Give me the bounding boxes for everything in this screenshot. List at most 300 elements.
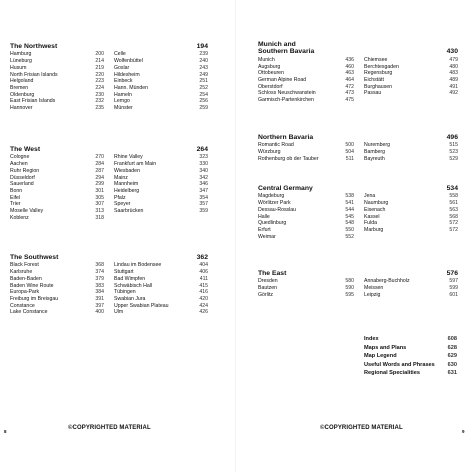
section-title: Central Germany bbox=[258, 185, 313, 192]
toc-entry-page: 230 bbox=[95, 91, 104, 98]
toc-entry bbox=[10, 215, 104, 222]
toc-entry-page: 323 bbox=[199, 154, 208, 161]
section-title: The West bbox=[10, 146, 41, 153]
toc-entry-name: Hildesheim bbox=[114, 71, 140, 78]
toc-entry bbox=[258, 207, 354, 214]
toc-entry bbox=[364, 361, 457, 370]
section-title: Munich and Southern Bavaria bbox=[258, 41, 315, 56]
toc-entry-page: 483 bbox=[449, 70, 458, 77]
section-page-number: 496 bbox=[446, 134, 458, 141]
toc-entry-page: 346 bbox=[199, 181, 208, 188]
toc-entry bbox=[114, 276, 208, 283]
toc-entry-name: Würzburg bbox=[258, 149, 281, 156]
toc-entry bbox=[258, 149, 354, 156]
toc-entry bbox=[10, 195, 104, 202]
toc-entry-name: Cologne bbox=[10, 154, 30, 161]
toc-entry bbox=[364, 292, 458, 299]
section-heading bbox=[258, 185, 458, 192]
toc-entry bbox=[10, 78, 104, 85]
toc-entry-name: Tübingen bbox=[114, 289, 136, 296]
toc-entry bbox=[258, 292, 354, 299]
toc-entry bbox=[10, 181, 104, 188]
toc-entry-page: 318 bbox=[95, 214, 104, 221]
toc-entry-name: Munich bbox=[258, 56, 275, 63]
toc-entry-page: 270 bbox=[95, 154, 104, 161]
toc-entry bbox=[364, 335, 457, 344]
section-heading bbox=[258, 134, 458, 141]
toc-entry-page: 595 bbox=[345, 291, 354, 298]
toc-entry bbox=[10, 262, 104, 269]
toc-entry bbox=[364, 156, 458, 163]
toc-entry-name: Wiesbaden bbox=[114, 167, 140, 174]
toc-entry-page: 240 bbox=[199, 58, 208, 65]
toc-entry-page: 504 bbox=[345, 149, 354, 156]
toc-entry-page: 550 bbox=[345, 226, 354, 233]
toc-entry-name: Stuttgart bbox=[114, 269, 134, 276]
toc-entry-page: 342 bbox=[199, 174, 208, 181]
toc-entry bbox=[10, 85, 104, 92]
toc-entry bbox=[10, 276, 104, 283]
toc-entry bbox=[364, 344, 457, 353]
toc-entry bbox=[10, 58, 104, 65]
toc-entry bbox=[364, 214, 458, 221]
toc-entry-name: Trier bbox=[10, 201, 21, 208]
toc-entry bbox=[10, 105, 104, 112]
toc-entry-page: 307 bbox=[95, 201, 104, 208]
toc-entry bbox=[364, 220, 458, 227]
toc-entry-page: 544 bbox=[345, 206, 354, 213]
toc-entry-page: 259 bbox=[199, 105, 208, 112]
toc-entry-name: Weimar bbox=[258, 233, 276, 240]
toc-column bbox=[364, 278, 458, 298]
toc-entry-name: Einbeck bbox=[114, 78, 133, 85]
toc-entry bbox=[114, 72, 208, 79]
toc-entry-page: 529 bbox=[449, 155, 458, 162]
toc-entry-page: 404 bbox=[199, 262, 208, 269]
toc-entry bbox=[114, 154, 208, 161]
toc-entry-page: 479 bbox=[449, 56, 458, 63]
toc-entry bbox=[10, 98, 104, 105]
section-heading bbox=[258, 270, 458, 277]
toc-entry-page: 548 bbox=[345, 220, 354, 227]
folio-number: 8 bbox=[4, 429, 7, 434]
section-the-southwest bbox=[10, 254, 208, 316]
toc-entry-page: 220 bbox=[95, 71, 104, 78]
toc-entry-page: 214 bbox=[95, 58, 104, 65]
toc-entry bbox=[364, 352, 457, 361]
toc-entry bbox=[258, 142, 354, 149]
toc-entry-name: Koblenz bbox=[10, 214, 29, 221]
section-page-number: 430 bbox=[446, 48, 458, 56]
section-munich-southern-bavaria bbox=[258, 41, 458, 104]
toc-entry-name: Erfurt bbox=[258, 226, 271, 233]
toc-entry-page: 287 bbox=[95, 167, 104, 174]
toc-entry-name: Rothenburg ob der Tauber bbox=[258, 155, 319, 162]
toc-entry-name: Schloss Neuschwanstein bbox=[258, 90, 316, 97]
toc-entry-name: Quedlinburg bbox=[258, 220, 287, 227]
toc-entry bbox=[258, 84, 354, 91]
toc-entry-name: Passau bbox=[364, 90, 382, 97]
toc-entry-name: Kassel bbox=[364, 213, 380, 220]
toc-entry bbox=[114, 105, 208, 112]
toc-entry-page: 219 bbox=[95, 64, 104, 71]
toc-column bbox=[364, 193, 458, 240]
toc-entry bbox=[114, 58, 208, 65]
toc-entry-page: 249 bbox=[199, 71, 208, 78]
toc-column bbox=[10, 262, 104, 316]
copyright-notice: ©COPYRIGHTED MATERIAL bbox=[320, 425, 403, 431]
toc-entry-name: Meissen bbox=[364, 285, 384, 292]
toc-entry-name: Constance bbox=[10, 302, 35, 309]
toc-entry bbox=[258, 57, 354, 64]
toc-entry-name: Hamburg bbox=[10, 51, 32, 58]
toc-entry-page: 563 bbox=[449, 206, 458, 213]
section-the-west bbox=[10, 146, 208, 221]
toc-entry-name: Europa-Park bbox=[10, 289, 40, 296]
toc-entry-page: 254 bbox=[199, 91, 208, 98]
toc-column bbox=[364, 142, 458, 162]
toc-entry-page: 235 bbox=[95, 105, 104, 112]
section-page-number: 576 bbox=[446, 270, 458, 277]
toc-entry-page: 374 bbox=[95, 269, 104, 276]
toc-entry-name: Düsseldorf bbox=[10, 174, 35, 181]
toc-entry bbox=[114, 303, 208, 310]
toc-entry-name: Oberstdorf bbox=[258, 83, 283, 90]
toc-entry bbox=[364, 285, 458, 292]
section-page-number: 194 bbox=[196, 43, 208, 50]
toc-entry-page: 200 bbox=[95, 51, 104, 58]
toc-column bbox=[258, 193, 354, 240]
toc-entry bbox=[10, 188, 104, 195]
toc-entry-name: Black Forest bbox=[10, 262, 39, 269]
toc-entry-page: 256 bbox=[199, 98, 208, 105]
toc-entry bbox=[10, 65, 104, 72]
toc-entry bbox=[10, 309, 104, 316]
back-matter-list bbox=[364, 335, 457, 378]
toc-entry bbox=[114, 201, 208, 208]
toc-entry-page: 384 bbox=[95, 289, 104, 296]
toc-entry-name: Oldenburg bbox=[10, 91, 35, 98]
toc-entry-page: 500 bbox=[345, 142, 354, 149]
toc-entry bbox=[364, 57, 458, 64]
toc-entry-page: 299 bbox=[95, 181, 104, 188]
toc-entry-page: 239 bbox=[199, 51, 208, 58]
toc-entry-page: 552 bbox=[345, 233, 354, 240]
toc-entry-name: Bonn bbox=[10, 187, 23, 194]
toc-entry bbox=[114, 92, 208, 99]
toc-entry bbox=[10, 175, 104, 182]
toc-entry-name: Frankfurt am Main bbox=[114, 161, 157, 168]
toc-entry-name: Pfalz bbox=[114, 194, 126, 201]
toc-entry-name: Mainz bbox=[114, 174, 128, 181]
toc-entry-page: 313 bbox=[95, 208, 104, 215]
toc-entry-name: Bayreuth bbox=[364, 155, 385, 162]
toc-entry-page: 475 bbox=[345, 97, 354, 104]
toc-entry-name: Wolfenbüttel bbox=[114, 58, 143, 65]
toc-entry-page: 590 bbox=[345, 285, 354, 292]
toc-entry-name: Map Legend bbox=[364, 353, 397, 360]
toc-entry bbox=[364, 227, 458, 234]
toc-entry bbox=[10, 303, 104, 310]
toc-entry bbox=[10, 72, 104, 79]
toc-entry-page: 597 bbox=[449, 278, 458, 285]
section-heading bbox=[10, 43, 208, 50]
section-title: The Southwest bbox=[10, 254, 59, 261]
toc-entry bbox=[364, 84, 458, 91]
toc-column bbox=[10, 154, 104, 221]
toc-entry bbox=[364, 278, 458, 285]
toc-entry-name: Eifel bbox=[10, 194, 21, 201]
toc-entry-page: 541 bbox=[345, 200, 354, 207]
toc-entry-name: Upper Swabian Plateau bbox=[114, 302, 169, 309]
toc-entry-page: 284 bbox=[95, 161, 104, 168]
section-title: The East bbox=[258, 270, 287, 277]
toc-entry-page: 601 bbox=[449, 291, 458, 298]
toc-entry-page: 538 bbox=[345, 193, 354, 200]
toc-entry-page: 480 bbox=[449, 63, 458, 70]
section-heading bbox=[10, 254, 208, 261]
toc-entry bbox=[114, 51, 208, 58]
toc-entry bbox=[10, 92, 104, 99]
folio-number: 9 bbox=[462, 429, 465, 434]
toc-entry-page: 426 bbox=[199, 309, 208, 316]
toc-entry-page: 330 bbox=[199, 161, 208, 168]
toc-entry-page: 305 bbox=[95, 194, 104, 201]
toc-entry-name: Freiburg im Breisgau bbox=[10, 295, 59, 302]
toc-entry-name: Hameln bbox=[114, 91, 132, 98]
toc-entry-page: 354 bbox=[199, 194, 208, 201]
toc-entry-page: 406 bbox=[199, 269, 208, 276]
toc-entry-name: Lindau im Bodensee bbox=[114, 262, 162, 269]
toc-entry-page: 572 bbox=[449, 220, 458, 227]
toc-entry bbox=[114, 208, 208, 215]
section-page-number: 362 bbox=[196, 254, 208, 261]
toc-entry bbox=[114, 78, 208, 85]
toc-entry bbox=[114, 175, 208, 182]
copyright-notice: ©COPYRIGHTED MATERIAL bbox=[68, 425, 151, 431]
toc-entry bbox=[114, 269, 208, 276]
section-title: The Northwest bbox=[10, 43, 58, 50]
toc-entry-name: Index bbox=[364, 336, 379, 342]
toc-entry-page: 232 bbox=[95, 98, 104, 105]
toc-entry-page: 416 bbox=[199, 289, 208, 296]
toc-entry-name: East Frisian Islands bbox=[10, 98, 56, 105]
toc-entry bbox=[114, 289, 208, 296]
toc-entry-name: Regensburg bbox=[364, 70, 393, 77]
toc-entry-name: Romantic Road bbox=[258, 142, 294, 149]
toc-entry-name: Nuremberg bbox=[364, 142, 390, 149]
toc-entry bbox=[10, 296, 104, 303]
toc-entry-name: Eichstätt bbox=[364, 76, 384, 83]
toc-entry-page: 294 bbox=[95, 174, 104, 181]
toc-entry bbox=[114, 188, 208, 195]
toc-entry-name: Dessau-Rosslau bbox=[258, 206, 297, 213]
toc-entry-name: Marburg bbox=[364, 226, 384, 233]
toc-column bbox=[114, 51, 208, 111]
toc-entry bbox=[364, 193, 458, 200]
toc-entry bbox=[258, 220, 354, 227]
toc-entry bbox=[258, 156, 354, 163]
toc-entry bbox=[258, 285, 354, 292]
toc-entry-name: Swabian Jura bbox=[114, 295, 146, 302]
toc-entry-page: 357 bbox=[199, 201, 208, 208]
toc-entry bbox=[114, 161, 208, 168]
toc-entry-name: Schwäbisch Hall bbox=[114, 282, 153, 289]
toc-entry-page: 424 bbox=[199, 302, 208, 309]
toc-entry bbox=[114, 85, 208, 92]
toc-entry-name: Lemgo bbox=[114, 98, 130, 105]
toc-entry-name: Dresden bbox=[258, 278, 278, 285]
section-heading bbox=[10, 146, 208, 153]
section-northern-bavaria bbox=[258, 134, 458, 163]
toc-entry bbox=[114, 98, 208, 105]
toc-entry bbox=[364, 90, 458, 97]
toc-entry bbox=[258, 70, 354, 77]
toc-entry bbox=[364, 64, 458, 71]
toc-entry bbox=[364, 369, 457, 378]
toc-entry-page: 252 bbox=[199, 84, 208, 91]
toc-entry bbox=[258, 227, 354, 234]
toc-entry bbox=[10, 208, 104, 215]
toc-entry-page: 511 bbox=[345, 155, 354, 162]
section-page-number: 264 bbox=[196, 146, 208, 153]
section-central-germany bbox=[258, 185, 458, 240]
toc-entry-name: Rhine Valley bbox=[114, 154, 143, 161]
toc-entry bbox=[364, 77, 458, 84]
toc-entry-page: 415 bbox=[199, 282, 208, 289]
toc-entry bbox=[258, 234, 354, 241]
toc-entry-name: Bad Wimpfen bbox=[114, 275, 146, 282]
section-the-east bbox=[258, 270, 458, 299]
toc-entry-page: 340 bbox=[199, 167, 208, 174]
toc-entry bbox=[258, 97, 354, 104]
section-heading bbox=[258, 41, 458, 56]
toc-entry-name: Eisenach bbox=[364, 206, 386, 213]
toc-entry bbox=[114, 168, 208, 175]
toc-entry-page: 464 bbox=[345, 76, 354, 83]
toc-entry-name: Aachen bbox=[10, 161, 28, 168]
toc-entry-name: German Alpine Road bbox=[258, 76, 307, 83]
toc-entry bbox=[114, 283, 208, 290]
toc-entry-page: 631 bbox=[447, 370, 457, 377]
toc-entry-name: Görlitz bbox=[258, 291, 273, 298]
toc-entry-name: Bamberg bbox=[364, 149, 386, 156]
toc-entry-name: Burghausen bbox=[364, 83, 392, 90]
toc-entry-page: 572 bbox=[449, 226, 458, 233]
toc-entry-page: 359 bbox=[199, 208, 208, 215]
toc-entry-page: 463 bbox=[345, 70, 354, 77]
toc-entry-page: 383 bbox=[95, 282, 104, 289]
toc-entry-name: Useful Words and Phrases bbox=[364, 361, 435, 368]
toc-column bbox=[258, 142, 354, 162]
toc-entry-page: 599 bbox=[449, 285, 458, 292]
toc-entry-name: Baden Wine Route bbox=[10, 282, 54, 289]
toc-entry-page: 391 bbox=[95, 295, 104, 302]
toc-entry-page: 436 bbox=[345, 56, 354, 63]
toc-entry-name: Chiemsee bbox=[364, 56, 388, 63]
toc-entry-name: Halle bbox=[258, 213, 270, 220]
toc-entry-page: 628 bbox=[447, 344, 457, 351]
right-page bbox=[236, 0, 472, 472]
toc-entry-name: Ottobeuren bbox=[258, 70, 284, 77]
toc-entry-name: Ulm bbox=[114, 309, 124, 316]
toc-entry-page: 523 bbox=[449, 149, 458, 156]
toc-entry-name: Hannover bbox=[10, 105, 33, 112]
toc-entry bbox=[114, 195, 208, 202]
toc-entry-page: 558 bbox=[449, 193, 458, 200]
toc-entry bbox=[258, 200, 354, 207]
toc-entry-page: 545 bbox=[345, 213, 354, 220]
toc-entry-name: Augsburg bbox=[258, 63, 281, 70]
toc-entry bbox=[114, 296, 208, 303]
toc-entry-name: Sauerland bbox=[10, 181, 34, 188]
toc-entry-name: North Frisian Islands bbox=[10, 71, 58, 78]
toc-column bbox=[364, 57, 458, 104]
toc-entry-name: Magdeburg bbox=[258, 193, 285, 200]
toc-entry bbox=[364, 207, 458, 214]
toc-entry-page: 580 bbox=[345, 278, 354, 285]
toc-entry-name: Helgoland bbox=[10, 78, 34, 85]
toc-entry-name: Bautzen bbox=[258, 285, 278, 292]
toc-entry bbox=[10, 154, 104, 161]
toc-entry-page: 489 bbox=[449, 76, 458, 83]
toc-entry bbox=[258, 193, 354, 200]
toc-entry bbox=[10, 168, 104, 175]
toc-entry-page: 379 bbox=[95, 275, 104, 282]
toc-entry-page: 472 bbox=[345, 83, 354, 90]
toc-entry-page: 630 bbox=[447, 361, 457, 368]
toc-entry-name: Lüneburg bbox=[10, 58, 32, 65]
toc-entry bbox=[258, 64, 354, 71]
toc-column bbox=[258, 278, 354, 298]
section-page-number: 534 bbox=[446, 185, 458, 192]
toc-entry-name: Leipzig bbox=[364, 291, 381, 298]
toc-entry-page: 301 bbox=[95, 187, 104, 194]
toc-entry-name: Heidelberg bbox=[114, 187, 140, 194]
toc-entry-page: 420 bbox=[199, 295, 208, 302]
toc-entry-page: 561 bbox=[449, 200, 458, 207]
toc-entry-name: Lake Constance bbox=[10, 309, 48, 316]
toc-entry bbox=[258, 90, 354, 97]
toc-entry-page: 224 bbox=[95, 84, 104, 91]
toc-entry bbox=[10, 161, 104, 168]
toc-entry bbox=[114, 65, 208, 72]
toc-entry-page: 400 bbox=[95, 309, 104, 316]
toc-entry-page: 515 bbox=[449, 142, 458, 149]
toc-entry bbox=[114, 262, 208, 269]
toc-entry-name: Fulda bbox=[364, 220, 377, 227]
toc-entry bbox=[258, 214, 354, 221]
toc-entry bbox=[258, 77, 354, 84]
toc-entry-name: Saarbrücken bbox=[114, 208, 144, 215]
toc-entry-name: Mannheim bbox=[114, 181, 139, 188]
toc-entry-name: Baden-Baden bbox=[10, 275, 42, 282]
toc-entry bbox=[114, 181, 208, 188]
toc-entry-page: 223 bbox=[95, 78, 104, 85]
toc-entry-page: 608 bbox=[447, 336, 457, 342]
toc-entry-name: Berchtesgaden bbox=[364, 63, 399, 70]
toc-entry bbox=[10, 269, 104, 276]
toc-column bbox=[10, 51, 104, 111]
toc-entry-name: Husum bbox=[10, 64, 27, 71]
toc-entry-page: 243 bbox=[199, 64, 208, 71]
section-title: Northern Bavaria bbox=[258, 134, 314, 141]
toc-entry-name: Naumburg bbox=[364, 200, 389, 207]
toc-entry-page: 460 bbox=[345, 63, 354, 70]
toc-entry bbox=[114, 309, 208, 316]
toc-entry-name: Celle bbox=[114, 51, 126, 58]
toc-column bbox=[114, 154, 208, 221]
